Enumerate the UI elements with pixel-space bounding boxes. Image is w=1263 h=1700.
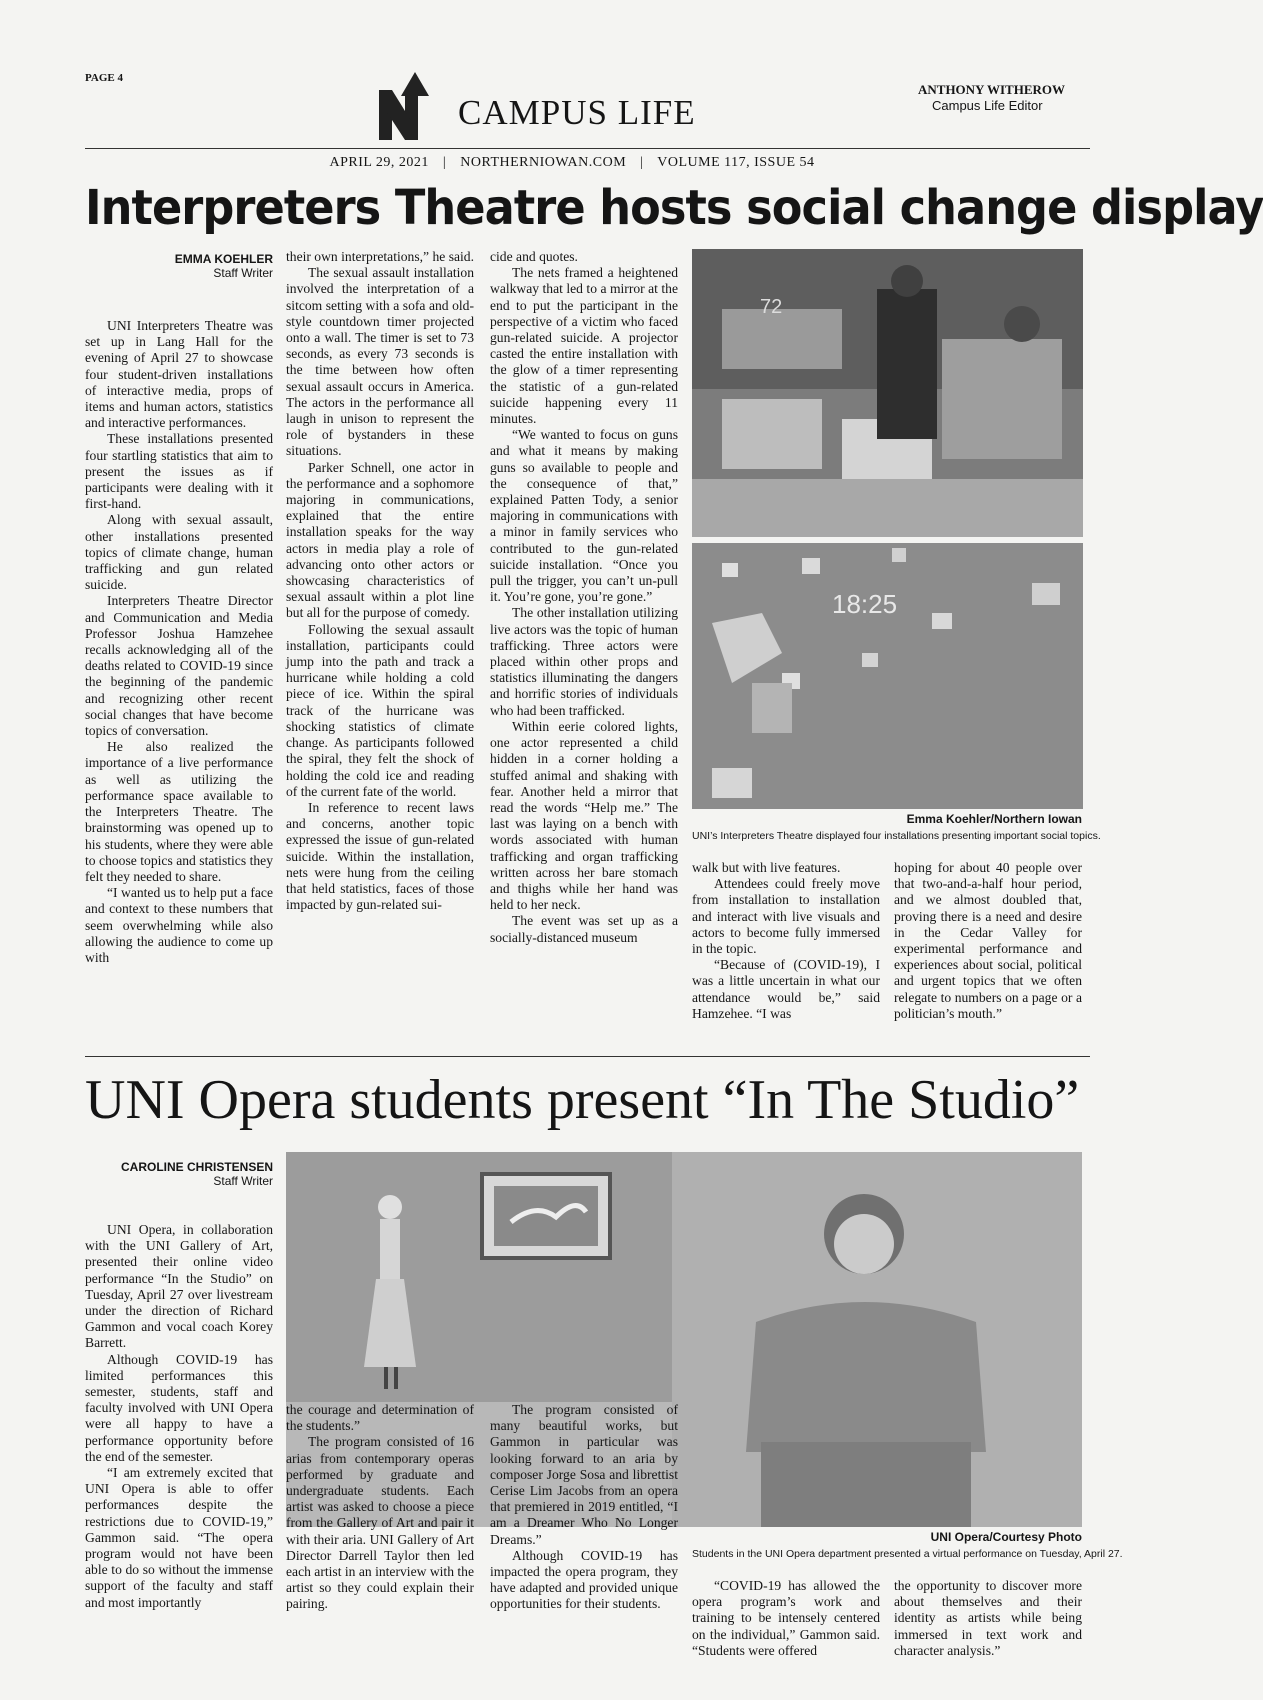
paragraph: the courage and determination of the students.”: [286, 1402, 474, 1434]
page-number: PAGE 4: [85, 72, 123, 84]
article-divider: [85, 1056, 1090, 1057]
separator: |: [442, 155, 447, 170]
timer-text: 18:25: [832, 589, 898, 619]
article-column-5: [894, 860, 1082, 1022]
editor-credit: [918, 82, 1078, 113]
article-column-5: [894, 1578, 1082, 1659]
author-name: CAROLINE CHRISTENSEN: [120, 1160, 273, 1174]
paragraph: “COVID-19 has allowed the opera program’s work and training to be intensely centered on the individual,” Gammon said. “Students were offered: [692, 1578, 880, 1658]
northern-iowan-logo: [375, 72, 445, 142]
paragraph: The nets framed a heightened walkway that led to a mirror at the end to put the participant in the perspective of a victim who faced gun-related suicide. A projector casted the entire installation with the glow of a timer representing the statistic of a gun-related suicide happening every 11 minutes.: [490, 265, 678, 427]
paragraph: walk but with live features.: [692, 860, 841, 875]
paragraph: Along with sexual assault, other installations presented topics of climate change, human trafficking and gun related suicide.: [85, 512, 273, 593]
issue-date: APRIL 29, 2021: [329, 155, 429, 170]
article-headline: UNI Opera students present “In The Studio”: [85, 1069, 1080, 1131]
author-role: Staff Writer: [213, 266, 273, 280]
paragraph: The event was set up as a socially-distanced museum: [490, 913, 678, 945]
paragraph: UNI Opera, in collaboration with the UNI Gallery of Art, presented their online video performance “In the Studio” on Tuesday, April 27 over livestream under the direction of Richard Gammon and vocal coach Korey Barrett.: [85, 1222, 273, 1351]
paragraph: “I wanted us to help put a face and context to these numbers that seem overwhelming while also allowing the audience to come up with: [85, 885, 273, 965]
installation-photo-1: [692, 249, 1083, 537]
paragraph: UNI Interpreters Theatre was set up in Lang Hall for the evening of April 27 to showcase four student-driven installations of interactive media, props of items and human actors, statistics and interactive performances.: [85, 318, 273, 431]
article-column-1: [85, 1222, 273, 1611]
article-headline: Interpreters Theatre hosts social change display: [85, 180, 1263, 236]
paragraph: Following the sexual assault installation, participants could jump into the path and track a hurricane while holding a cold piece of ice. Within the spiral track of the hurricane was shocking statistics of climate change. As participants followed the spiral, they felt the shock of holding the cold ice and reading of the current fate of the world.: [286, 621, 474, 799]
paragraph: He also realized the importance of a live performance as well as utilizing the performance space available to the Interpreters Theatre. The brainstorming was opened up to his students, where they were able to choose topics and statistics they felt they needed to share.: [85, 739, 273, 884]
article-column-4: [692, 1578, 880, 1659]
article-column-4: [692, 860, 880, 1022]
byline: [85, 252, 273, 280]
paragraph: The program consisted of 16 arias from contemporary operas performed by graduate and undergraduate students. Each artist was asked to choose a piece from the Gallery of Art and pair it with their aria. UNI Gallery of Art Director Darrell Taylor then led each artist in an interview with the artist so they could explain their pairing.: [286, 1434, 474, 1612]
article-column-3: [490, 1402, 678, 1613]
paragraph: Parker Schnell, one actor in the performance and a sophomore majoring in communications, explained that the entire installation speaks for the way actors in media play a role of advancing onto other actors or showcasing characteristics of sexual assault within a plot line but all for the purpose of comedy.: [286, 459, 474, 621]
dateline: [0, 155, 1144, 171]
article-column-2: [286, 1402, 474, 1613]
volume-issue: VOLUME 117, ISSUE 54: [657, 155, 815, 170]
photo-credit: Emma Koehler/Northern Iowan: [906, 812, 1082, 826]
paragraph: cide and quotes.: [490, 249, 578, 264]
paragraph: hoping for about 40 people over that two-and-a-half hour period, and we almost doubled that, proving there is a need and desire in the Cedar Valley for experimental performance and experiences about social, political and urgent topics that we often relegate to numbers on a page or a politician’s mouth.”: [894, 860, 1082, 1021]
byline: [85, 1160, 273, 1188]
header-rule: [85, 148, 1090, 149]
paragraph: Attendees could freely move from installation to installation and interact with live visuals and actors to become fully immersed in the topic.: [692, 876, 880, 957]
author-role: Staff Writer: [213, 1174, 273, 1188]
website: NORTHERNIOWAN.COM: [460, 155, 627, 170]
paragraph: These installations presented four startling statistics that aim to present the issues as if participants were dealing with it first-hand.: [85, 431, 273, 512]
paragraph: Although COVID-19 has impacted the opera program, they have adapted and provided unique opportunities for their students.: [490, 1547, 678, 1612]
paragraph: In reference to recent laws and concerns, another topic expressed the issue of gun-related suicide. Within the installation, nets were hung from the ceiling that held statistics, faces of those impacted by gun-related sui-: [286, 799, 474, 913]
article-column-3: [490, 249, 678, 946]
photo-caption: Students in the UNI Opera department presented a virtual performance on Tuesday, April 27.: [692, 1548, 1123, 1560]
timer-text: 72: [760, 296, 783, 318]
paragraph: Within eerie colored lights, one actor represented a child hidden in a corner holding a stuffed animal and shaking with fear. Another held a mirror that read the words “Help me.” The last was laying on a bench with words associated with human trafficking and organ trafficking written across her bare stomach and thighs while her hand was held to her neck.: [490, 718, 678, 913]
separator: |: [640, 155, 644, 170]
paragraph: their own interpretations,” he said.: [286, 249, 474, 264]
article-column-1: [85, 318, 273, 966]
paragraph: The sexual assault installation involved the interpretation of a sitcom setting with a sofa and old-style countdown timer projected onto a wall. The timer is set to 73 seconds, as every 73 seconds is the time between how often sexual assault occurs in America. The actors in the performance all laugh in unison to represent the role of bystanders in these situations.: [286, 265, 474, 459]
editor-name: ANTHONY WITHEROW: [918, 82, 1065, 97]
photo-caption: UNI’s Interpreters Theatre displayed four installations presenting important social topics.: [692, 830, 1101, 842]
installation-photo-2: [692, 543, 1083, 809]
paragraph: Interpreters Theatre Director and Communication and Media Professor Joshua Hamzehee recalls acknowledging all of the deaths related to COVID-19 since the beginning of the pandemic and recognizing other recent social changes that have become topics of conversation.: [85, 593, 273, 739]
paragraph: “Because of (COVID-19), I was a little uncertain in what our attendance would be,” said Hamzehee. “I was: [692, 957, 880, 1021]
paragraph: The program consisted of many beautiful works, but Gammon in particular was looking forward to an aria by composer Jorge Sosa and librettist Cerise Lim Jacobs from an opera that premiered in 2019 entitled, “I am a Dreamer Who No Longer Dreams.”: [490, 1402, 678, 1547]
section-title: CAMPUS LIFE: [458, 93, 696, 132]
editor-role: Campus Life Editor: [932, 98, 1043, 113]
paragraph: the opportunity to discover more about themselves and their identity as artists while being immersed in text work and character analysis.”: [894, 1578, 1082, 1658]
paragraph: “We wanted to focus on guns and what it means by making guns so available to people and the consequence of that,” explained Patten Tody, a senior majoring in communications with a minor in family services who contributed to the gun-related suicide installation. “Once you pull the trigger, you can’t un-pull it. You’re gone, you’re gone.”: [490, 427, 678, 605]
author-name: EMMA KOEHLER: [174, 252, 273, 266]
photo-credit: UNI Opera/Courtesy Photo: [930, 1530, 1082, 1544]
paragraph: The other installation utilizing live actors was the topic of human trafficking. Three actors were placed within other props and statistics illuminating the dangers and horrific stories of individuals who had been trafficked.: [490, 605, 678, 718]
paragraph: Although COVID-19 has limited performances this semester, students, staff and faculty involved with UNI Opera were all happy to have a performance opportunity before the end of the semester.: [85, 1351, 273, 1464]
paragraph: “I am extremely excited that UNI Opera is able to offer performances despite the restrictions due to COVID-19,” Gammon said. “The opera program would not have been able to do so without the immense support of the faculty and staff and most importantly: [85, 1465, 273, 1610]
article-column-2: [286, 249, 474, 913]
